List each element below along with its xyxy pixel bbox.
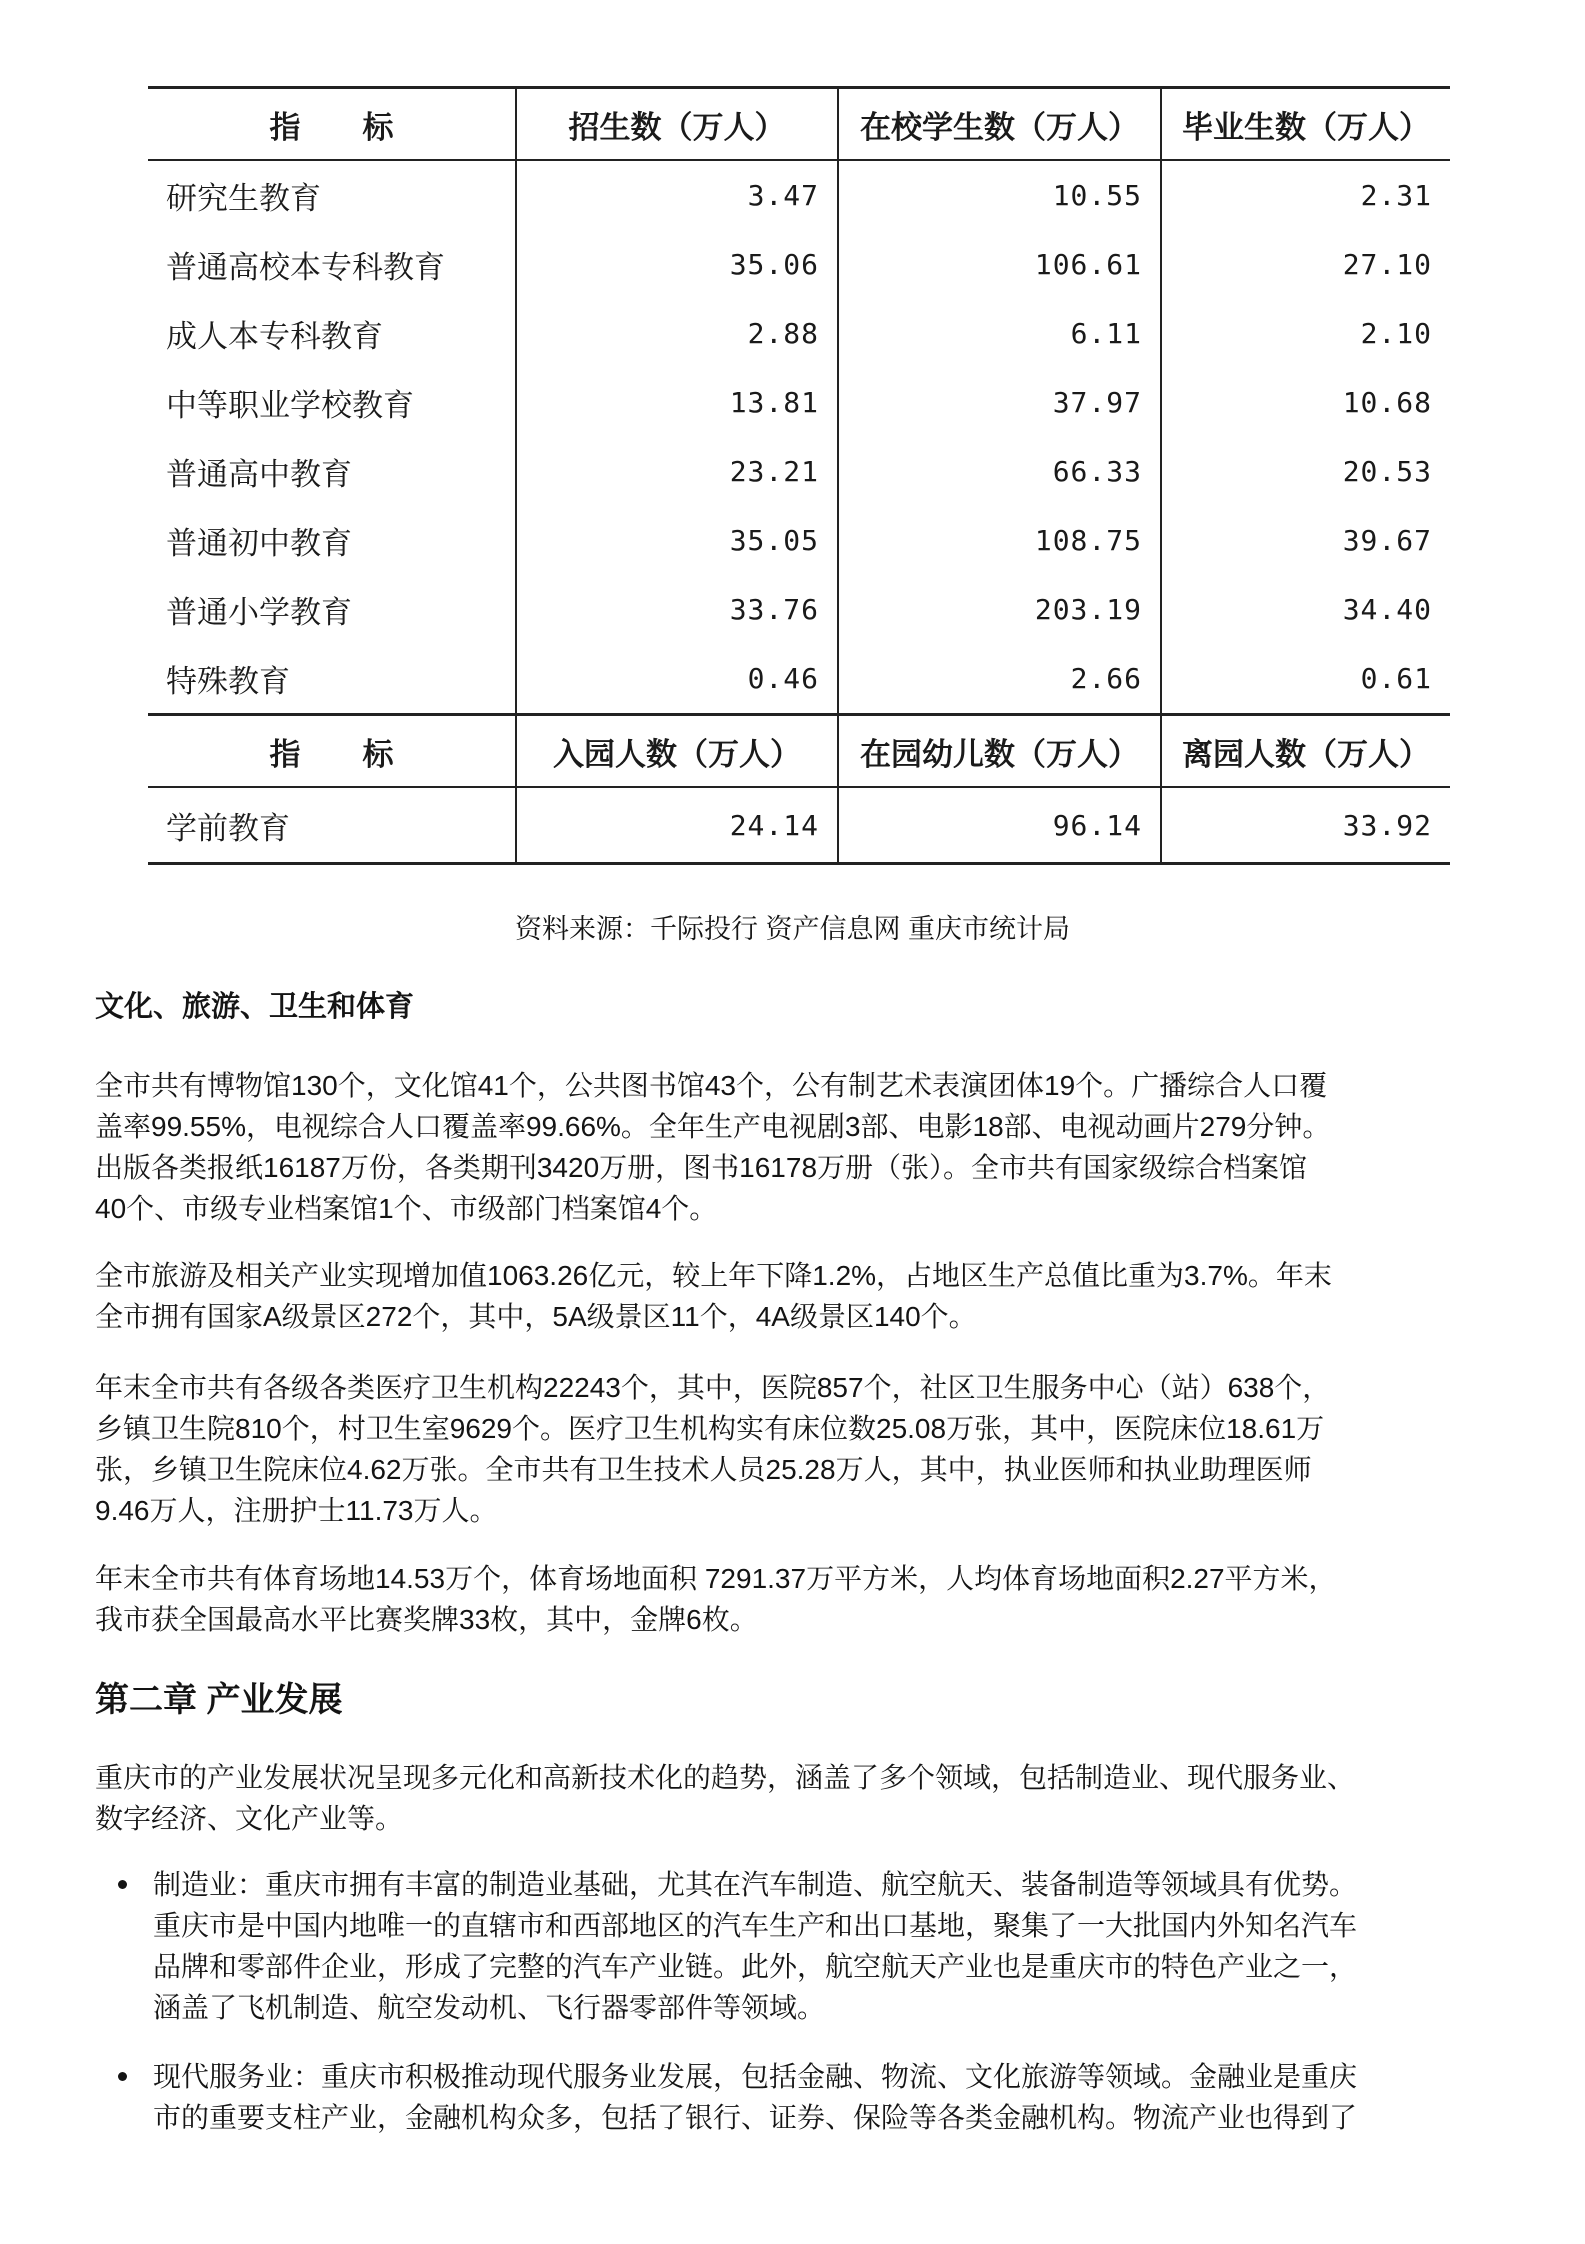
paragraph-line: 出版各类报纸16187万份，各类期刊3420万册，图书16178万册（张）。全市共有国家级综合档案馆 [95,1152,1308,1183]
bullet-text [153,2056,1357,2138]
section-heading: 文化、旅游、卫生和体育 [95,991,415,1023]
cell-value: 10.55 [838,160,1161,230]
cell-value: 35.06 [516,230,838,299]
cell-value: 10.68 [1161,368,1450,437]
cell-value: 0.46 [516,644,838,715]
paragraph-tourism [95,1255,1332,1337]
paragraph-health [95,1367,1330,1531]
cell-value: 2.31 [1161,160,1450,230]
row-label: 中等职业学校教育 [148,368,516,437]
column-header: 入园人数（万人） [516,715,838,788]
cell-value: 106.61 [838,230,1161,299]
cell-value: 3.47 [516,160,838,230]
paragraph-line: 重庆市的产业发展状况呈现多元化和高新技术化的趋势，涵盖了多个领域，包括制造业、现代服务业、 [95,1762,1356,1793]
table-row [148,644,1450,715]
row-label: 普通高校本专科教育 [148,230,516,299]
paragraph-line: 年末全市共有各级各类医疗卫生机构22243个，其中，医院857个，社区卫生服务中心（站）638个， [95,1372,1331,1403]
column-header: 指 标 [148,88,516,161]
paragraph-culture [95,1065,1330,1229]
paragraph-line: 全市拥有国家A级景区272个，其中，5A级景区11个，4A级景区140个。 [95,1301,977,1332]
table-row [148,368,1450,437]
row-label: 研究生教育 [148,160,516,230]
table-row [148,160,1450,230]
column-header: 指 标 [148,715,516,788]
bullet-line: 市的重要支柱产业，金融机构众多，包括了银行、证券、保险等各类金融机构。物流产业也得到了 [153,2102,1358,2133]
cell-value: 33.76 [516,575,838,644]
paragraph-line: 9.46万人，注册护士11.73万人。 [95,1495,498,1526]
paragraph-sports [95,1558,1337,1640]
section-heading-culture [95,987,414,1028]
cell-value: 37.97 [838,368,1161,437]
table-header-row [148,88,1450,161]
cell-value: 2.10 [1161,299,1450,368]
cell-value: 35.05 [516,506,838,575]
preschool-header-row [148,715,1450,788]
cell-value: 39.67 [1161,506,1450,575]
cell-value: 203.19 [838,575,1161,644]
column-header: 离园人数（万人） [1161,715,1450,788]
column-header: 招生数（万人） [516,88,838,161]
column-header: 在园幼儿数（万人） [838,715,1161,788]
row-label: 成人本专科教育 [148,299,516,368]
bullet-text [153,1864,1357,2028]
table-row [148,787,1450,864]
table-row [148,230,1450,299]
bullet-line: 涵盖了飞机制造、航空发动机、飞行器零部件等领域。 [153,1992,826,2023]
cell-value: 24.14 [516,787,838,864]
table-row [148,575,1450,644]
cell-value: 27.10 [1161,230,1450,299]
table-row [148,506,1450,575]
education-statistics-table [148,86,1450,865]
paragraph-line: 盖率99.55%，电视综合人口覆盖率99.66%。全年生产电视剧3部、电影18部、电视动画片279分钟。 [95,1111,1331,1142]
cell-value: 23.21 [516,437,838,506]
bullet-line: 品牌和零部件企业，形成了完整的汽车产业链。此外，航空航天产业也是重庆市的特色产业之一， [153,1951,1358,1982]
paragraph-line: 全市旅游及相关产业实现增加值1063.26亿元，较上年下降1.2%，占地区生产总值比重为3.7%。年末 [95,1260,1332,1291]
bullet-dot-icon [118,2072,127,2081]
chapter-intro-paragraph [95,1757,1355,1839]
cell-value: 2.88 [516,299,838,368]
bullet-line: 重庆市是中国内地唯一的直辖市和西部地区的汽车生产和出口基地，聚集了一大批国内外知名汽车 [153,1910,1358,1941]
table-row [148,437,1450,506]
cell-value: 34.40 [1161,575,1450,644]
paragraph-line: 我市获全国最高水平比赛奖牌33枚，其中，金牌6枚。 [95,1604,758,1635]
column-header: 毕业生数（万人） [1161,88,1450,161]
cell-value: 6.11 [838,299,1161,368]
paragraph-line: 40个、市级专业档案馆1个、市级部门档案馆4个。 [95,1193,718,1224]
paragraph-line: 数字经济、文化产业等。 [95,1803,404,1834]
table-row [148,299,1450,368]
cell-value: 0.61 [1161,644,1450,715]
chapter-heading-block [95,1676,342,1724]
chapter-heading: 第二章 产业发展 [95,1681,343,1719]
paragraph-line: 年末全市共有体育场地14.53万个，体育场地面积 7291.37万平方米，人均体育场地面积2.27平方米， [95,1563,1337,1594]
cell-value: 13.81 [516,368,838,437]
bullet-dot-icon [118,1880,127,1889]
cell-value: 33.92 [1161,787,1450,864]
row-label: 普通高中教育 [148,437,516,506]
bullet-line: 现代服务业：重庆市积极推动现代服务业发展，包括金融、物流、文化旅游等领域。金融业是重庆 [153,2061,1358,2092]
cell-value: 96.14 [838,787,1161,864]
cell-value: 66.33 [838,437,1161,506]
source-caption: 资料来源：千际投行 资产信息网 重庆市统计局 [514,914,1070,944]
paragraph-line: 乡镇卫生院810个，村卫生室9629个。医疗卫生机构实有床位数25.08万张，其中，医院床位18.61万 [95,1413,1325,1444]
cell-value: 108.75 [838,506,1161,575]
paragraph-line: 全市共有博物馆130个，文化馆41个，公共图书馆43个，公有制艺术表演团体19个。广播综合人口覆 [95,1070,1328,1101]
row-label: 特殊教育 [148,644,516,715]
paragraph-line: 张，乡镇卫生院床位4.62万张。全市共有卫生技术人员25.28万人，其中，执业医师和执业助理医师 [95,1454,1312,1485]
cell-value: 2.66 [838,644,1161,715]
row-label: 普通小学教育 [148,575,516,644]
bullet-line: 制造业：重庆市拥有丰富的制造业基础，尤其在汽车制造、航空航天、装备制造等领域具有优势。 [153,1869,1358,1900]
row-label: 普通初中教育 [148,506,516,575]
column-header: 在校学生数（万人） [838,88,1161,161]
row-label: 学前教育 [148,787,516,864]
cell-value: 20.53 [1161,437,1450,506]
